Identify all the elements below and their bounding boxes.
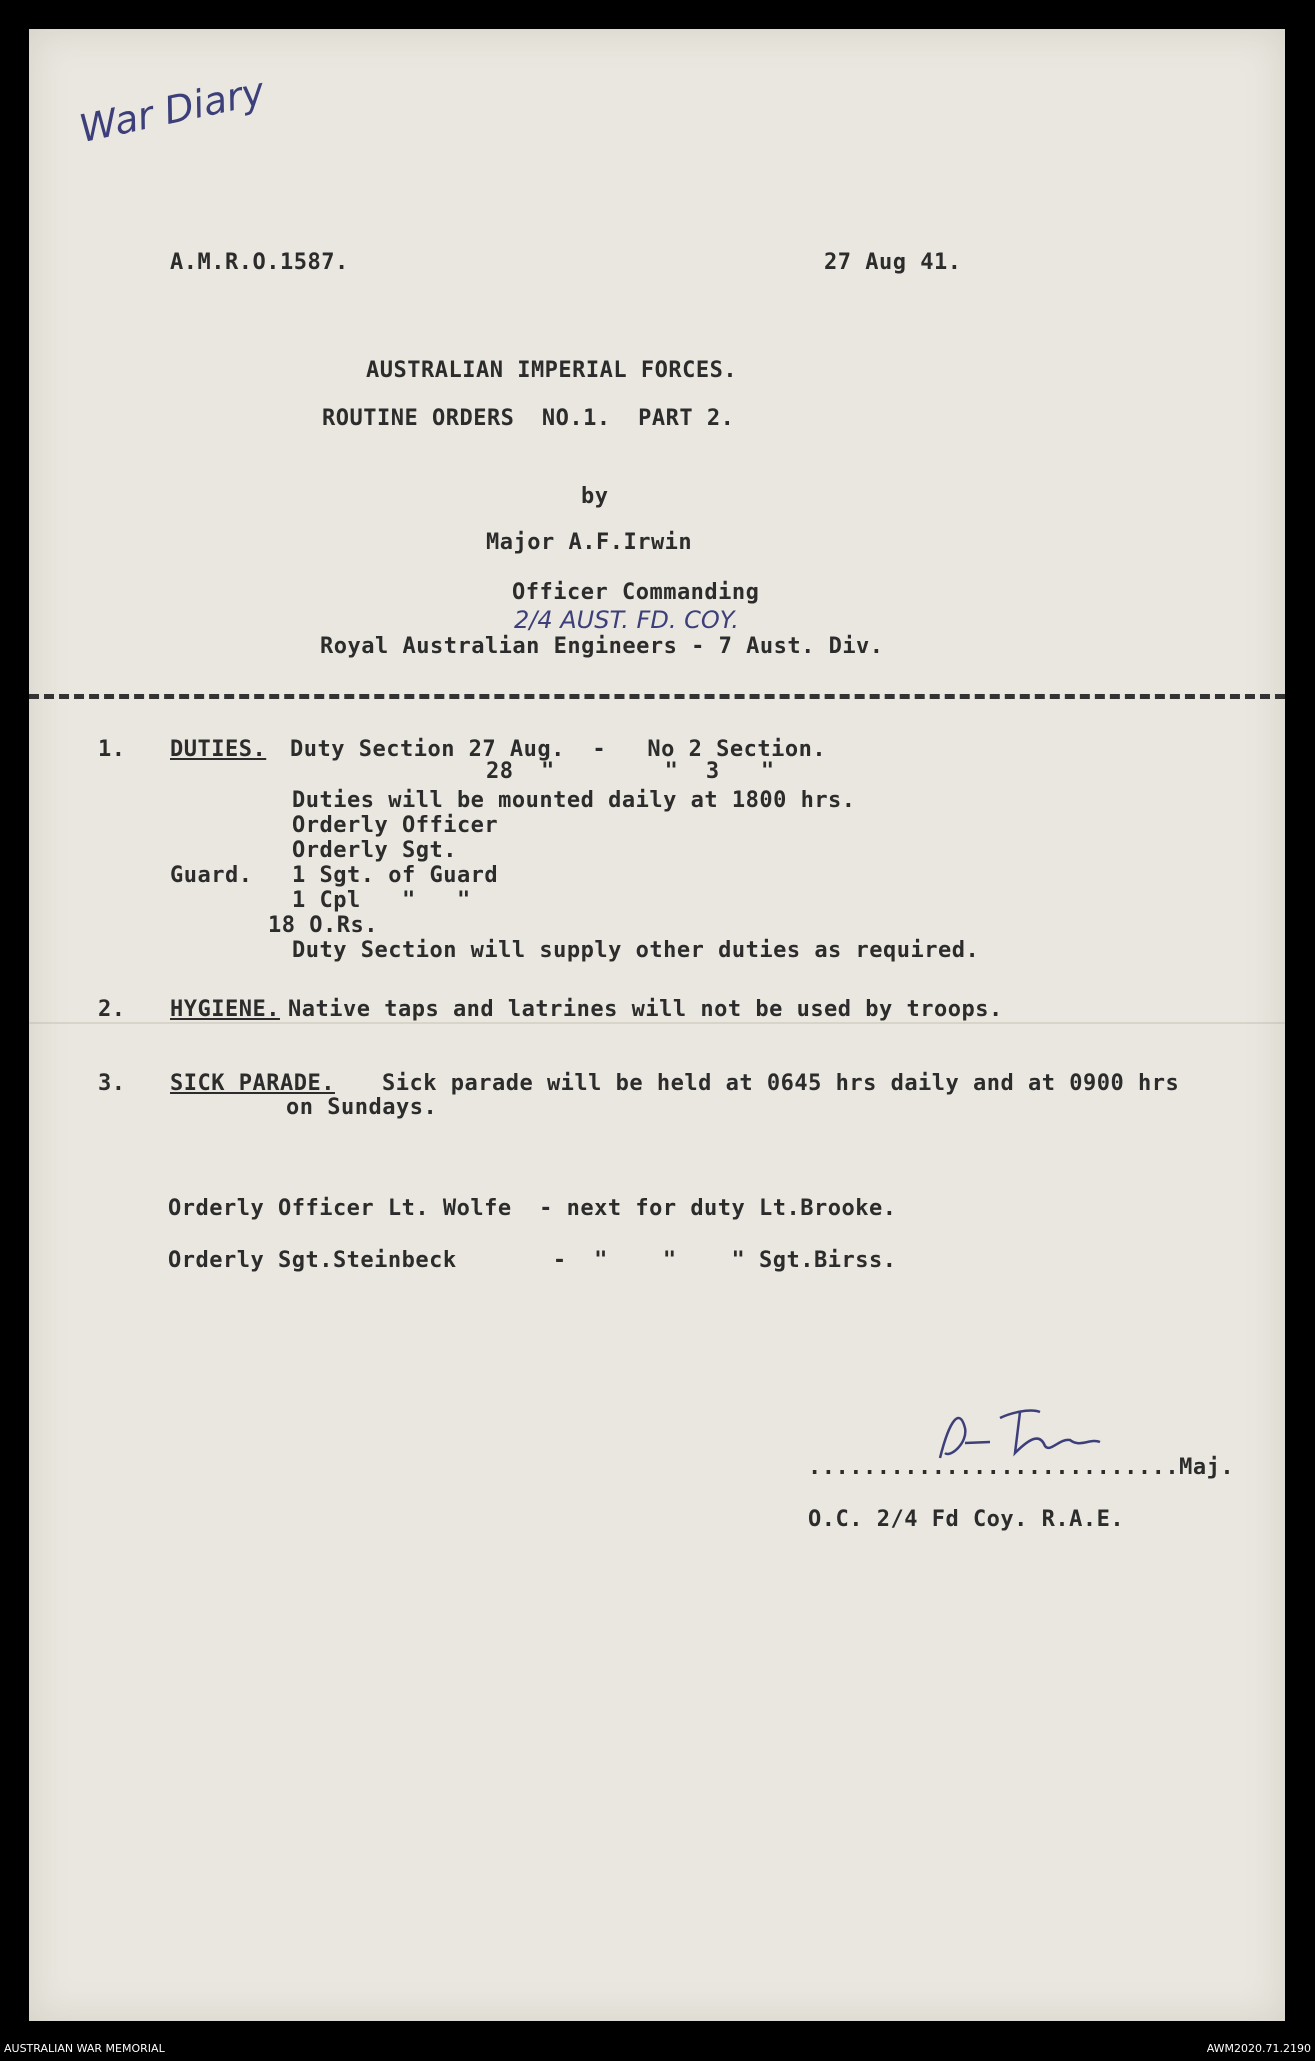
document-date: 27 Aug 41. <box>824 250 962 275</box>
officer-role: Officer Commanding <box>512 580 760 605</box>
orderly-sgt-line: Orderly Sgt.Steinbeck - " " " Sgt.Birss. <box>168 1248 897 1273</box>
duty-line: 28 " " 3 " <box>486 759 775 784</box>
duty-line: Duty Section will supply other duties as required. <box>292 938 980 963</box>
unit-line: Royal Australian Engineers - 7 Aust. Div. <box>320 634 884 659</box>
item-number: 2. <box>98 997 126 1022</box>
fold-line <box>29 1022 1285 1024</box>
document-reference: A.M.R.O.1587. <box>170 250 349 275</box>
document-title: AUSTRALIAN IMPERIAL FORCES. <box>366 358 738 383</box>
signature-line: ...........................Maj. <box>808 1455 1235 1480</box>
unit-handwritten: 2/4 AUST. FD. COY. <box>514 606 739 634</box>
document-page <box>29 29 1285 2021</box>
officer-name: Major A.F.Irwin <box>486 530 693 555</box>
guard-label: Guard. <box>170 863 253 888</box>
footer-left: AUSTRALIAN WAR MEMORIAL <box>4 2042 165 2055</box>
item-number: 3. <box>98 1071 126 1096</box>
signature-title: O.C. 2/4 Fd Coy. R.A.E. <box>808 1507 1125 1532</box>
duty-line: Duties will be mounted daily at 1800 hrs. <box>292 788 856 813</box>
sick-parade-text: on Sundays. <box>286 1095 438 1120</box>
duty-line: Duty Section 27 Aug. - No 2 Section. <box>290 737 827 762</box>
routine-orders-heading: ROUTINE ORDERS NO.1. PART 2. <box>322 406 735 431</box>
duty-line: 18 O.Rs. <box>268 913 378 938</box>
war-diary-annotation: War Diary <box>75 68 269 152</box>
orderly-officer-line: Orderly Officer Lt. Wolfe - next for duty Lt.Brooke. <box>168 1196 897 1221</box>
hygiene-text: Native taps and latrines will not be used by troops. <box>288 997 1003 1022</box>
footer-right: AWM2020.71.2190 <box>1206 2042 1311 2055</box>
item-heading-sick-parade: SICK PARADE. <box>170 1071 335 1096</box>
section-divider <box>29 694 1285 699</box>
duty-line: 1 Cpl " " <box>292 888 471 913</box>
sick-parade-text: Sick parade will be held at 0645 hrs daily and at 0900 hrs <box>382 1071 1180 1096</box>
item-heading-duties: DUTIES. <box>170 737 267 762</box>
duty-line: Orderly Officer <box>292 813 499 838</box>
duty-line: Orderly Sgt. <box>292 838 457 863</box>
item-number: 1. <box>98 737 126 762</box>
item-heading-hygiene: HYGIENE. <box>170 997 280 1022</box>
by-label: by <box>581 484 609 509</box>
duty-line: 1 Sgt. of Guard <box>292 863 499 888</box>
